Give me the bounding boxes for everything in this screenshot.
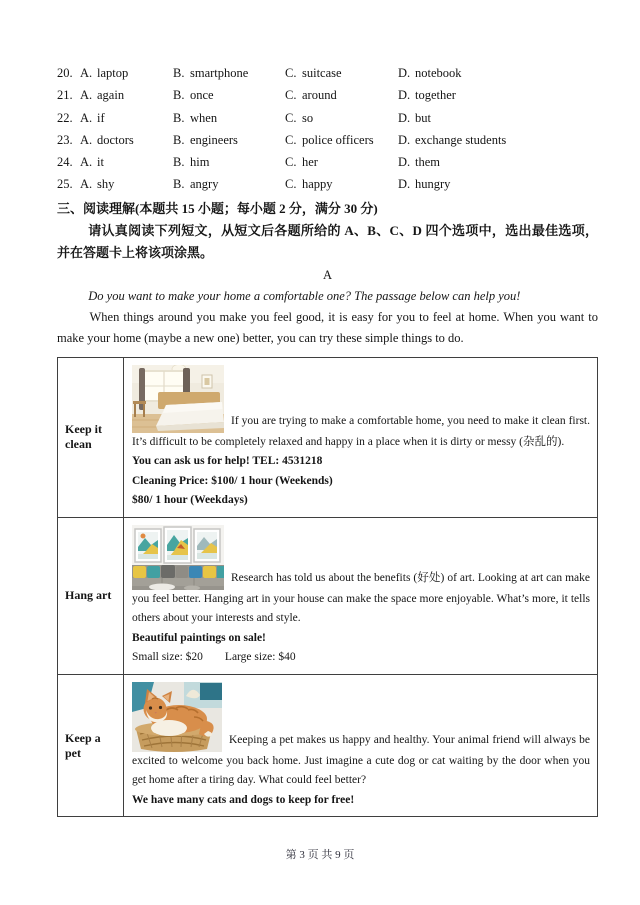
option-text: smartphone: [190, 66, 249, 80]
option-text: angry: [190, 177, 219, 192]
sizes-line: [132, 648, 590, 668]
option-letter: D.: [398, 177, 411, 192]
bold-line: You can ask us for help! TEL: 4531218: [132, 455, 323, 468]
option-text: him: [190, 155, 210, 170]
option-b: [173, 129, 285, 151]
option-letter: C.: [285, 132, 297, 147]
question-number: 21.: [57, 88, 73, 103]
question-row-22: [57, 107, 598, 129]
option-text: them: [415, 155, 440, 170]
option-d: [398, 107, 598, 129]
table-row-keep-it-clean: [58, 357, 598, 517]
question-number: 25.: [57, 177, 73, 192]
option-text: together: [415, 88, 456, 103]
option-letter: C.: [285, 88, 297, 103]
question-row-25: [57, 173, 598, 195]
option-text: again: [97, 88, 125, 103]
passage-intro: Do you want to make your home a comfortable one? The passage below can help you!: [88, 288, 521, 303]
option-text: hungry: [415, 177, 451, 192]
bold-line: Cleaning Price: $100/ 1 hour (Weekends): [132, 474, 333, 487]
option-b: [173, 62, 285, 84]
option-letter: B.: [173, 132, 185, 147]
option-c: [285, 151, 398, 173]
question-row-24: [57, 151, 598, 173]
media-line: [132, 525, 590, 590]
option-c: [285, 107, 398, 129]
option-c: [285, 129, 398, 151]
question-row-23: [57, 129, 598, 151]
body-text: you feel better. Hanging art in your house can make the space more enjoyable. What’s more, it tells others about your interests and style.: [132, 592, 590, 625]
option-text: laptop: [97, 66, 129, 80]
option-text: if: [97, 110, 105, 125]
bedroom-photo: [132, 365, 224, 433]
question-row-21: [57, 84, 598, 106]
option-d: [398, 84, 598, 106]
media-line: [132, 682, 590, 752]
size-large: Large size: $40: [224, 651, 296, 664]
option-letter: A.: [80, 88, 93, 103]
option-letter: B.: [173, 177, 185, 192]
section-heading: 三、阅读理解(本题共 15 小题；每小题 2 分，满分 30 分): [57, 200, 378, 216]
option-text: but: [415, 110, 431, 125]
option-text: happy: [302, 177, 333, 192]
passage-label: A: [322, 267, 333, 282]
bold-line: We have many cats and dogs to keep for free!: [132, 793, 355, 806]
media-line: [132, 365, 590, 433]
option-letter: C.: [285, 155, 297, 170]
option-letter: A.: [80, 155, 93, 170]
option-letter: D.: [398, 66, 411, 80]
bold-line: Beautiful paintings on sale!: [132, 631, 266, 644]
option-letter: A.: [80, 177, 93, 192]
flow-text: Keeping a pet makes us happy and healthy. Your animal friend will always be: [229, 734, 590, 747]
option-letter: B.: [173, 88, 185, 103]
option-a: [80, 62, 173, 84]
option-d: [398, 129, 598, 151]
question-row-20: [57, 62, 598, 84]
row-label: Hang art: [58, 517, 124, 674]
option-c: [285, 173, 398, 195]
row-content: [124, 517, 598, 674]
option-letter: B.: [173, 110, 185, 125]
option-c: [285, 62, 398, 84]
option-d: [398, 151, 598, 173]
option-text: shy: [97, 177, 115, 192]
option-text: when: [190, 110, 218, 125]
question-number: 24.: [57, 155, 73, 170]
option-c: [285, 84, 398, 106]
table-row-keep-a-pet: [58, 674, 598, 817]
option-letter: A.: [80, 132, 93, 147]
page-footer: 第 3 页 共 9 页: [285, 849, 355, 861]
question-number: 20.: [57, 66, 73, 80]
row-content: [124, 357, 598, 517]
row-label: Keep a pet: [58, 674, 124, 817]
row-content: [124, 674, 598, 817]
multiple-choice-block: [57, 62, 598, 196]
option-b: [173, 84, 285, 106]
table-row-hang-art: [58, 517, 598, 674]
body-text: It’s difficult to be completely relaxed and happy in a place when it is dirty or messy (杂乱的).: [132, 435, 565, 448]
paintings-photo: [132, 525, 224, 590]
row-label: Keep it clean: [58, 357, 124, 517]
option-text: once: [190, 88, 214, 103]
size-small: Small size: $20: [132, 651, 203, 664]
option-text: notebook: [415, 66, 462, 80]
option-letter: C.: [285, 110, 297, 125]
option-text: doctors: [97, 132, 134, 147]
option-a: [80, 84, 173, 106]
option-text: exchange students: [415, 132, 507, 147]
option-a: [80, 151, 173, 173]
option-letter: D.: [398, 110, 411, 125]
option-d: [398, 62, 598, 84]
option-a: [80, 107, 173, 129]
option-letter: B.: [173, 66, 185, 80]
option-letter: A.: [80, 110, 93, 125]
option-letter: D.: [398, 132, 411, 147]
flow-text: Research has told us about the benefits (好处) of art. Looking at art can make: [231, 572, 590, 585]
option-b: [173, 151, 285, 173]
question-number: 22.: [57, 110, 73, 125]
option-letter: D.: [398, 155, 411, 170]
option-text: so: [302, 110, 314, 125]
option-b: [173, 173, 285, 195]
option-text: engineers: [190, 132, 238, 147]
option-letter: D.: [398, 88, 411, 103]
option-d: [398, 173, 598, 195]
option-letter: B.: [173, 155, 185, 170]
option-letter: C.: [285, 177, 297, 192]
cat-photo: [132, 682, 222, 752]
reading-table: [57, 357, 598, 818]
option-text: police officers: [302, 132, 374, 147]
option-letter: C.: [285, 66, 297, 80]
question-number: 23.: [57, 132, 73, 147]
passage-paragraph: When things around you make you feel good, it is easy for you to feel at home. When you want to make your home (maybe a new one) better, you can try these simple things to do.: [57, 309, 598, 346]
option-a: [80, 129, 173, 151]
option-text: it: [97, 155, 104, 170]
bold-line: $80/ 1 hour (Weekdays): [132, 494, 248, 507]
body-text: excited to welcome you back home. Just imagine a cute dog or cat waiting by the door when you get home after a tiring day. What could feel better?: [132, 754, 590, 787]
option-b: [173, 107, 285, 129]
option-text: her: [302, 155, 318, 170]
option-text: suitcase: [302, 66, 342, 80]
option-a: [80, 173, 173, 195]
section-instructions: 请认真阅读下列短文，从短文后各题所给的 A、B、C、D 四个选项中，选出最佳选项，并在答题卡上将该项涂黑。: [57, 222, 598, 260]
option-text: around: [302, 88, 337, 103]
flow-text: If you are trying to make a comfortable home, you need to make it clean first.: [231, 415, 590, 428]
option-letter: A.: [80, 66, 93, 80]
